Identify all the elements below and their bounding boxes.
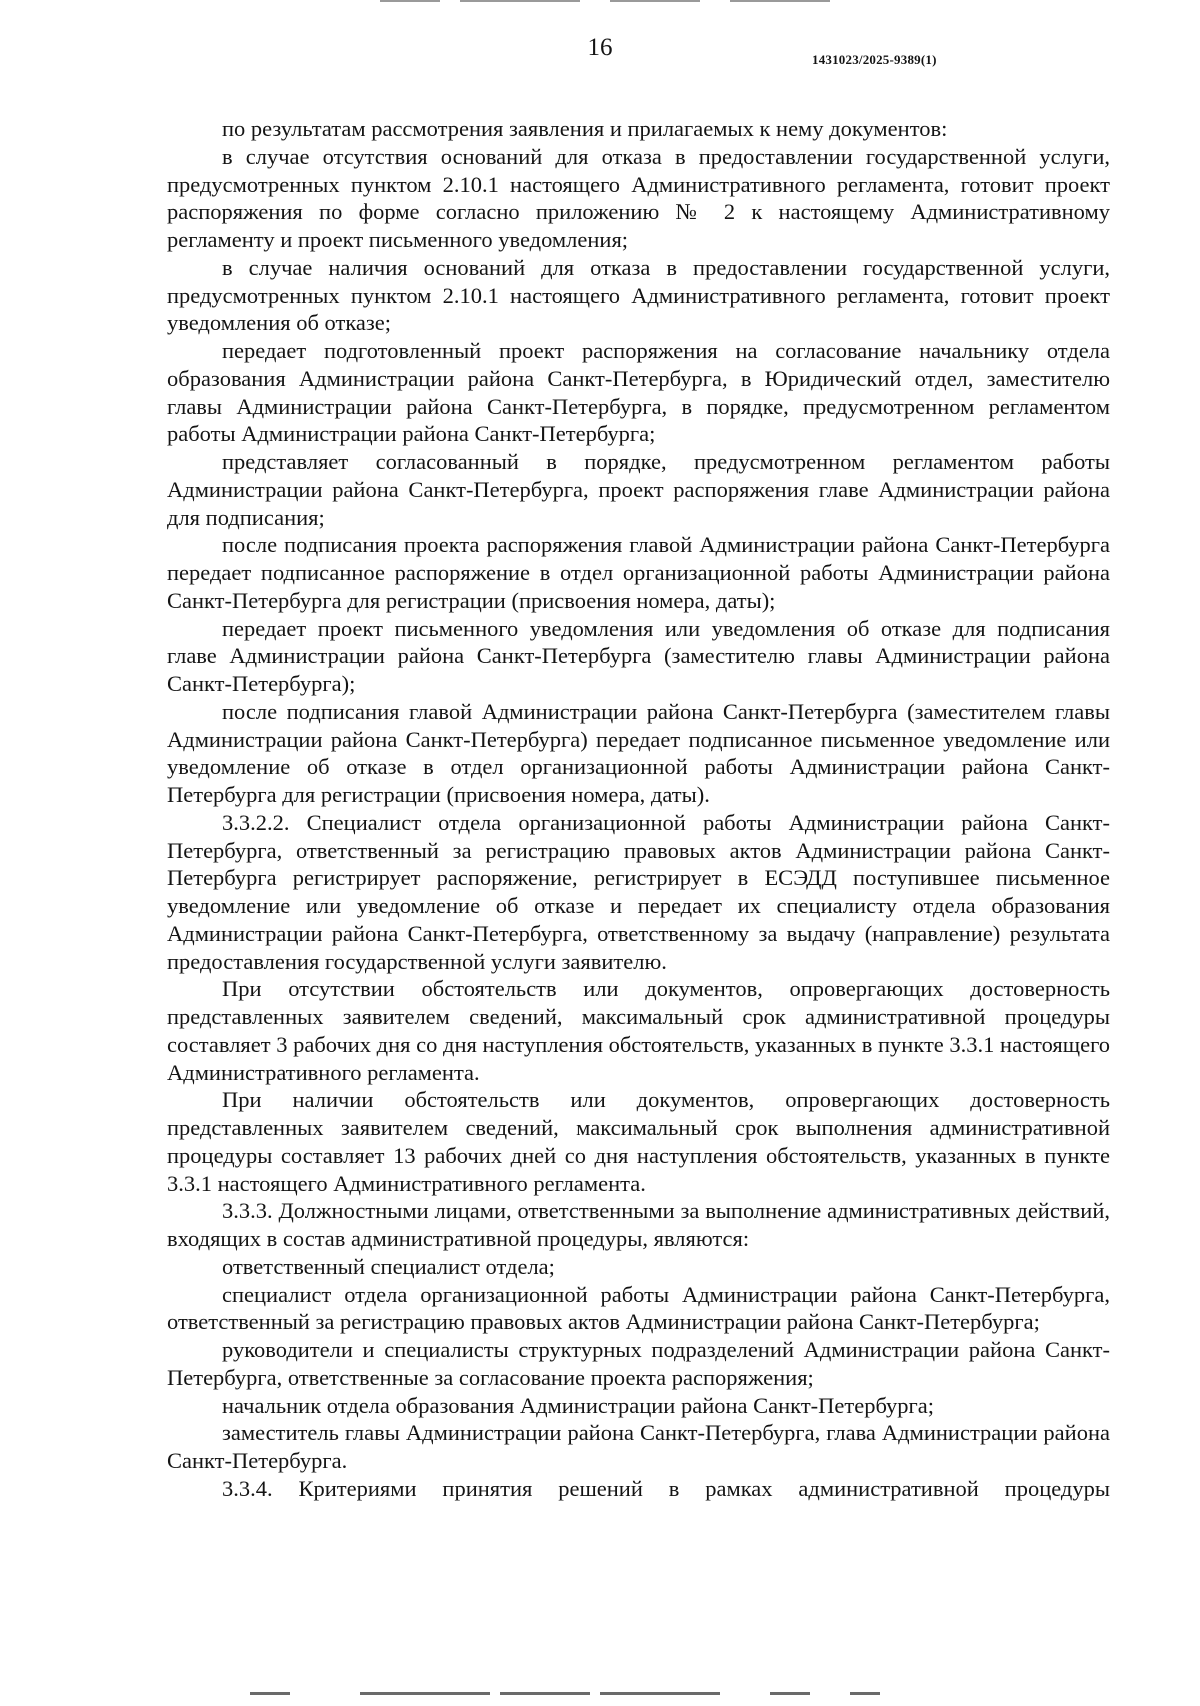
bottom-scan-marks xyxy=(250,1692,950,1696)
paragraph: При отсутствии обстоятельств или документов, опровергающих достоверность представленных заявителем сведений, максимальный срок административной процедуры составляет 3 рабочих дня со дня наступления обстоятельств, указанных в пункте 3.3.1 настоящего Административного регламента. xyxy=(167,976,1110,1085)
paragraph: в случае отсутствия оснований для отказа в предоставлении государственной услуги, предусмотренных пунктом 2.10.1 настоящего Административного регламента, готовит проект распоряжения по форме согласно приложению № 2 к настоящему Административному регламенту и проект письменного уведомления; xyxy=(167,143,1110,252)
paragraph: в случае наличия оснований для отказа в предоставлении государственной услуги, предусмотренных пунктом 2.10.1 настоящего Административного регламента, готовит проект уведомления об отказе; xyxy=(167,254,1110,336)
document-id: 1431023/2025-9389(1) xyxy=(812,52,937,67)
paragraph: заместитель главы Администрации района Санкт-Петербурга, глава Администрации района Санкт-Петербурга. xyxy=(167,1420,1110,1473)
paragraph: ответственный специалист отдела; xyxy=(222,1253,555,1279)
paragraph: по результатам рассмотрения заявления и прилагаемых к нему документов: xyxy=(222,116,948,141)
paragraph: 3.3.4. Критериями принятия решений в рамках административной процедуры xyxy=(222,1475,1110,1501)
paragraph: представляет согласованный в порядке, предусмотренном регламентом работы Администрации района Санкт-Петербурга, проект распоряжения главе Администрации района для подписания; xyxy=(167,449,1110,530)
paragraph: 3.3.2.2. Специалист отдела организационной работы Администрации района Санкт-Петербурга, ответственный за регистрацию правовых актов Администрации района Санкт-Петербурга регистрирует распоряжение, регистрирует в ЕСЭДД поступившее письменное уведомление или уведомление об отказе и передает их специалисту отдела образования Администрации района Санкт-Петербурга, ответственному за выдачу (направление) результата предоставления государственной услуги заявителю. xyxy=(167,809,1110,974)
paragraph: специалист отдела организационной работы Администрации района Санкт-Петербурга, ответственный за регистрацию правовых актов Администрации района Санкт-Петербурга; xyxy=(167,1281,1110,1335)
paragraph: 3.3.3. Должностными лицами, ответственными за выполнение административных действий, входящих в состав административной процедуры, являются: xyxy=(167,1198,1110,1251)
paragraph: При наличии обстоятельств или документов, опровергающих достоверность представленных заявителем сведений, максимальный срок выполнения административной процедуры составляет 13 рабочих дней со дня наступления обстоятельств, указанных в пункте 3.3.1 настоящего Административного регламента. xyxy=(167,1087,1110,1196)
page-number: 16 xyxy=(587,34,613,61)
paragraph: руководители и специалисты структурных подразделений Администрации района Санкт-Петербурга, ответственные за согласование проекта распоряжения; xyxy=(167,1337,1110,1390)
document-body xyxy=(167,115,1110,1503)
paragraph: начальник отдела образования Администрации района Санкт-Петербурга; xyxy=(222,1392,935,1418)
paragraph: передает подготовленный проект распоряжения на согласование начальнику отдела образования Администрации района Санкт-Петербурга, в Юридический отдел, заместителю главы Администрации района Санкт-Петербурга, в порядке, предусмотренном регламентом работы Администрации района Санкт-Петербурга; xyxy=(167,338,1110,447)
paragraph: после подписания проекта распоряжения главой Администрации района Санкт-Петербурга передает подписанное распоряжение в отдел организационной работы Администрации района Санкт-Петербурга для регистрации (присвоения номера, даты); xyxy=(167,532,1110,613)
paragraph: после подписания главой Администрации района Санкт-Петербурга (заместителем главы Администрации района Санкт-Петербурга) передает подписанное письменное уведомление или уведомление об отказе в отдел организационной работы Администрации района Санкт-Петербурга для регистрации (присвоения номера, даты). xyxy=(167,698,1110,807)
paragraph: передает проект письменного уведомления или уведомления об отказе для подписания главе Администрации района Санкт-Петербурга (заместителю главы Администрации района Санкт-Петербурга); xyxy=(167,615,1110,696)
top-scan-marks xyxy=(380,0,840,3)
